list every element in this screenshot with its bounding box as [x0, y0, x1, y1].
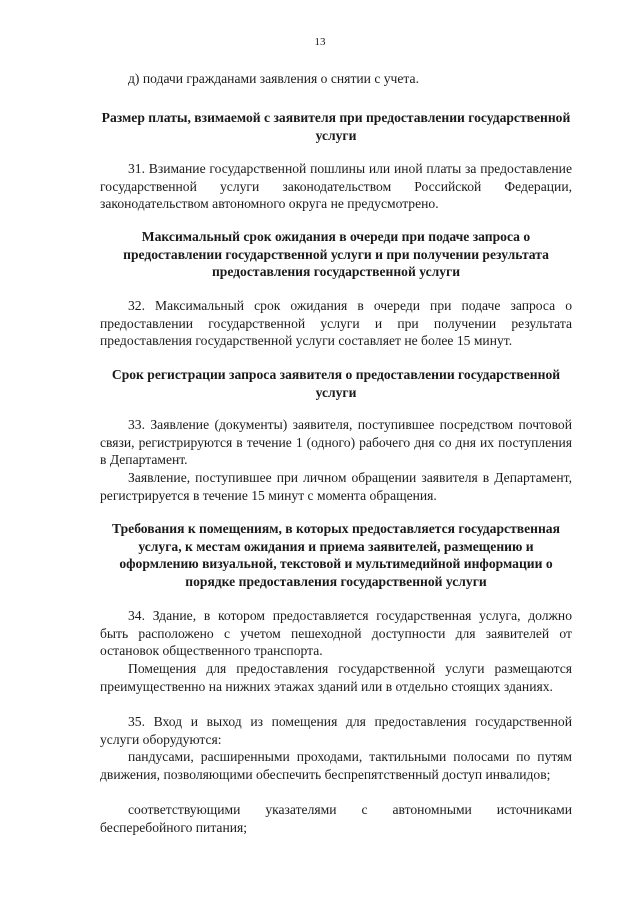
paragraph-35-signs: соответствующими указателями с автономными источниками бесперебойного питания; — [100, 802, 572, 835]
heading-premises-requirements: Требования к помещениям, в которых предоставляется государственная услуга, к местам ожидания и приема заявителей, размещению и оформлению визуальной, текстовой и мультимедийной информации о порядке предоставления государственной услуги — [112, 521, 560, 589]
heading-fee: Размер платы, взимаемой с заявителя при предоставлении государственной услуги — [101, 110, 571, 143]
heading-queue-time: Максимальный срок ожидания в очереди при подаче запроса о предоставлении государственной услуги и при получении результата предоставления государственной услуги — [123, 229, 549, 279]
paragraph-33: 33. Заявление (документы) заявителя, поступившее посредством почтовой связи, регистрируются в течение 1 (одного) рабочего дня со дня их поступления в Департамент. — [100, 417, 572, 467]
paragraph-35: 35. Вход и выход из помещения для предоставления государственной услуги оборудуются: — [100, 714, 572, 747]
paragraph-34-premises: Помещения для предоставления государственной услуги размещаются преимущественно на нижних этажах зданий или в отдельно стоящих зданиях. — [100, 661, 572, 694]
paragraph-31: 31. Взимание государственной пошлины или иной платы за предоставление государственной услуги законодательством Российской Федерации, законодательством автономного округа не предусмотрено. — [100, 161, 572, 211]
paragraph-33-personal: Заявление, поступившее при личном обращении заявителя в Департамент, регистрируется в течение 15 минут с момента обращения. — [100, 470, 572, 503]
page-number: 13 — [314, 36, 326, 48]
paragraph-32: 32. Максимальный срок ожидания в очереди при подаче запроса о предоставлении государственной услуги и при получении результата предоставления государственной услуги составляет не более 15 минут. — [100, 298, 572, 348]
paragraph-35-ramps: пандусами, расширенными проходами, тактильными полосами по путям движения, позволяющими обеспечить беспрепятственный доступ инвалидов; — [100, 749, 572, 782]
paragraph-item-d: д) подачи гражданами заявления о снятии с учета. — [128, 71, 419, 86]
heading-registration-term: Срок регистрации запроса заявителя о предоставлении государственной услуги — [111, 367, 561, 400]
paragraph-34: 34. Здание, в котором предоставляется государственная услуга, должно быть расположено с учетом пешеходной доступности для заявителей от остановок общественного транспорта. — [100, 608, 572, 658]
